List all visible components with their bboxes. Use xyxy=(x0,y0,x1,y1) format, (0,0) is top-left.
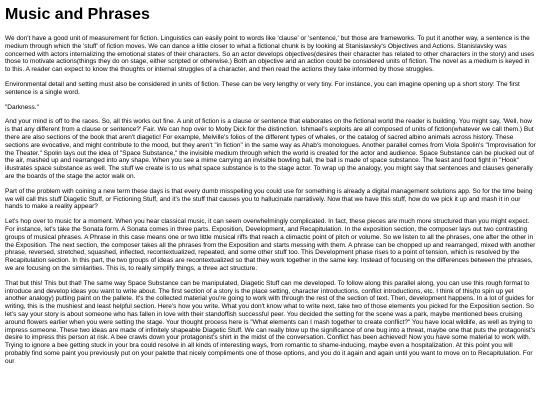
paragraph-coining-terms: Part of the problem with coining a new term these days is that every dumb misspelling you could use for something is already a digital management solutions app. So for the time being we will call this stuff Diagetic Stuff, or Fictioning Stuff, and it's the stuff that causes you to hallucinate narratively. Now that we have this stuff, how do we pick it up and mash it in our hands to make a reality appear? xyxy=(5,187,533,211)
paragraph-development: That but this! This but that! The same way Space Substance can be manipulated, Diagetic Stuff can me developed. To follow along this parallel along, you can use this rough format to introduce and develop ideas you want to write about. The first section of a story is the place setting, character introductions, conflict introductions, etc. I think of this(to spin up yet another analogy) putting paint on the pallete. It's the collected material you're going to work with through the rest of the section of text. Then, development happens. In a lot of guides for writing, this is the mushiest and least helpful section. Here's how you write. What you don't know what to write next, take two of those elements you picked for the Exposition section. So let's say your story is about someone who has fallen in love with their standoffish successful peer. You decided the setting for the scene was a park, maybe mentioned bees cruising around flowers earlier when you were setting the stage. Your thought process here is "What elements can I mash together to create conflict?" You have local wildlife, as well as trying to impress someone. These two ideas are made of infinitely shapeable Diagetic Stuff. We can really blow up the significance of one bug into a threat, maybe one that puts the protagonist's desire to impress this person at risk. A bee crawls down your protagonist's shirt in the midst of the conversation. Conflict has been achieved! Now you have some material to work with. Trying to ignore a bee getting stuck in your bra could resolve in all kinds of interesting ways, from romantic to shame-inducing, maybe even a hospitalization. At this point you will probably find some paint you previously put on your palette that nicely compliments one of those options, and you do it again and again until you want to move on to Recapitulation. For our xyxy=(5,279,536,365)
paragraph-unit-of-fiction: And your mind is off to the races. So, all this works out fine. A unit of fiction is a clause or sentence that elaborates on the fictional world the reader is building. You might say, 'Well, how is that any different from a clause or sentence?' Fair. We can hop over to Moby Dick for the distinction. Ishmael's exploits are all composed of units of fiction(whatever we call them.) But there are also sections of the book that aren't diagetic! For example, Melville's folios of the different types of whales, or the catalog of sacred albino animals across history. These sections are evocative, and might contribute to the mood, but they aren't "in fiction" in the same way as Ahab's monologues. Another parallel comes from Viola Spolin's "Improvisation for the Theater." Spolin lays out the idea of "Space Substance," the invisible medium through which the world is created for the actor and audience. Space Substance can be plucked out of the air, mashed up and rearranged into any shape. When you see a mime carrying an invisible bowling ball, the ball is made of space substance. The feast and food fight in "Hook" illustrates space substance as well. The stuff we create is to us what space substance is to the stage actor. To wrap up the analogy, you might say that sentences and clauses generally are the boards of the stage the actor walk on. xyxy=(5,118,536,180)
paragraph-environmental-detail: Environmental detail and setting must also be considered in units of fiction. These can be very lengthy or very tiny. For instance, you can imagine opening up a short story: The first sentence is a single word. xyxy=(5,80,520,96)
paragraph-sonata-form: Let's hop over to music for a moment. When you hear classical music, it can seem overwhelmingly complicated. In fact, these pieces are much more structured than you might expect. For instance, let's take the Sonata form. A Sonata comes in three parts. Exposition, Development, and Recapitulation. In the exposition section, the composer lays out two contrasting groups of musical phrases. A Phrase in this case means one or two little musical riffs that reach a climactic point of pitch or volume. So we listen to all the phrases, one after the other in the Exposition. The next section, the composer takes all the phrases from the Exposition and starts messing with them. A phrase can be chopped up and rearranged, mixed with another phrase, reversed, stretched, squashed, inflected, recontextualized, repeated, and some other stuff too. This Development phase rises to a point of tension, which is resolved by the Recapitulation section. In this part, the two groups of ideas are recontextualized so that they work together in the same key. Instead of focusing on the differences between the phrases, we are focusing on the similarities. This is, to really simplify things, a three act structure. xyxy=(5,218,536,272)
paragraph-units-of-measurement: We don't have a good unit of measurement for fiction. Linguistics can easily point to words like 'clause' or 'sentence,' but those are frameworks. To put it another way, a sentence is the medium through which the 'stuff' of fiction moves. We can dance a little closer to what a fictional chunk is by looking at Stanislavsky's Objectives and Actions. Stanislavsky was concerned with actors internalizing the emotional states of their characters. So an actor develops objectives(desires their character has related to other characters in the story) and uses those to motivate actions(things they do on stage, either scripted or otherwise.) Both an objective and an action could be considered units of fiction. The novel as a medium is keyed in to this. A reader can expect to know the thoughts or internal struggles of a character, and then read the actions they take informed by those struggles. xyxy=(5,35,535,74)
page-title: Music and Phrases xyxy=(5,6,150,23)
paragraph-darkness: "Darkness." xyxy=(5,103,39,111)
